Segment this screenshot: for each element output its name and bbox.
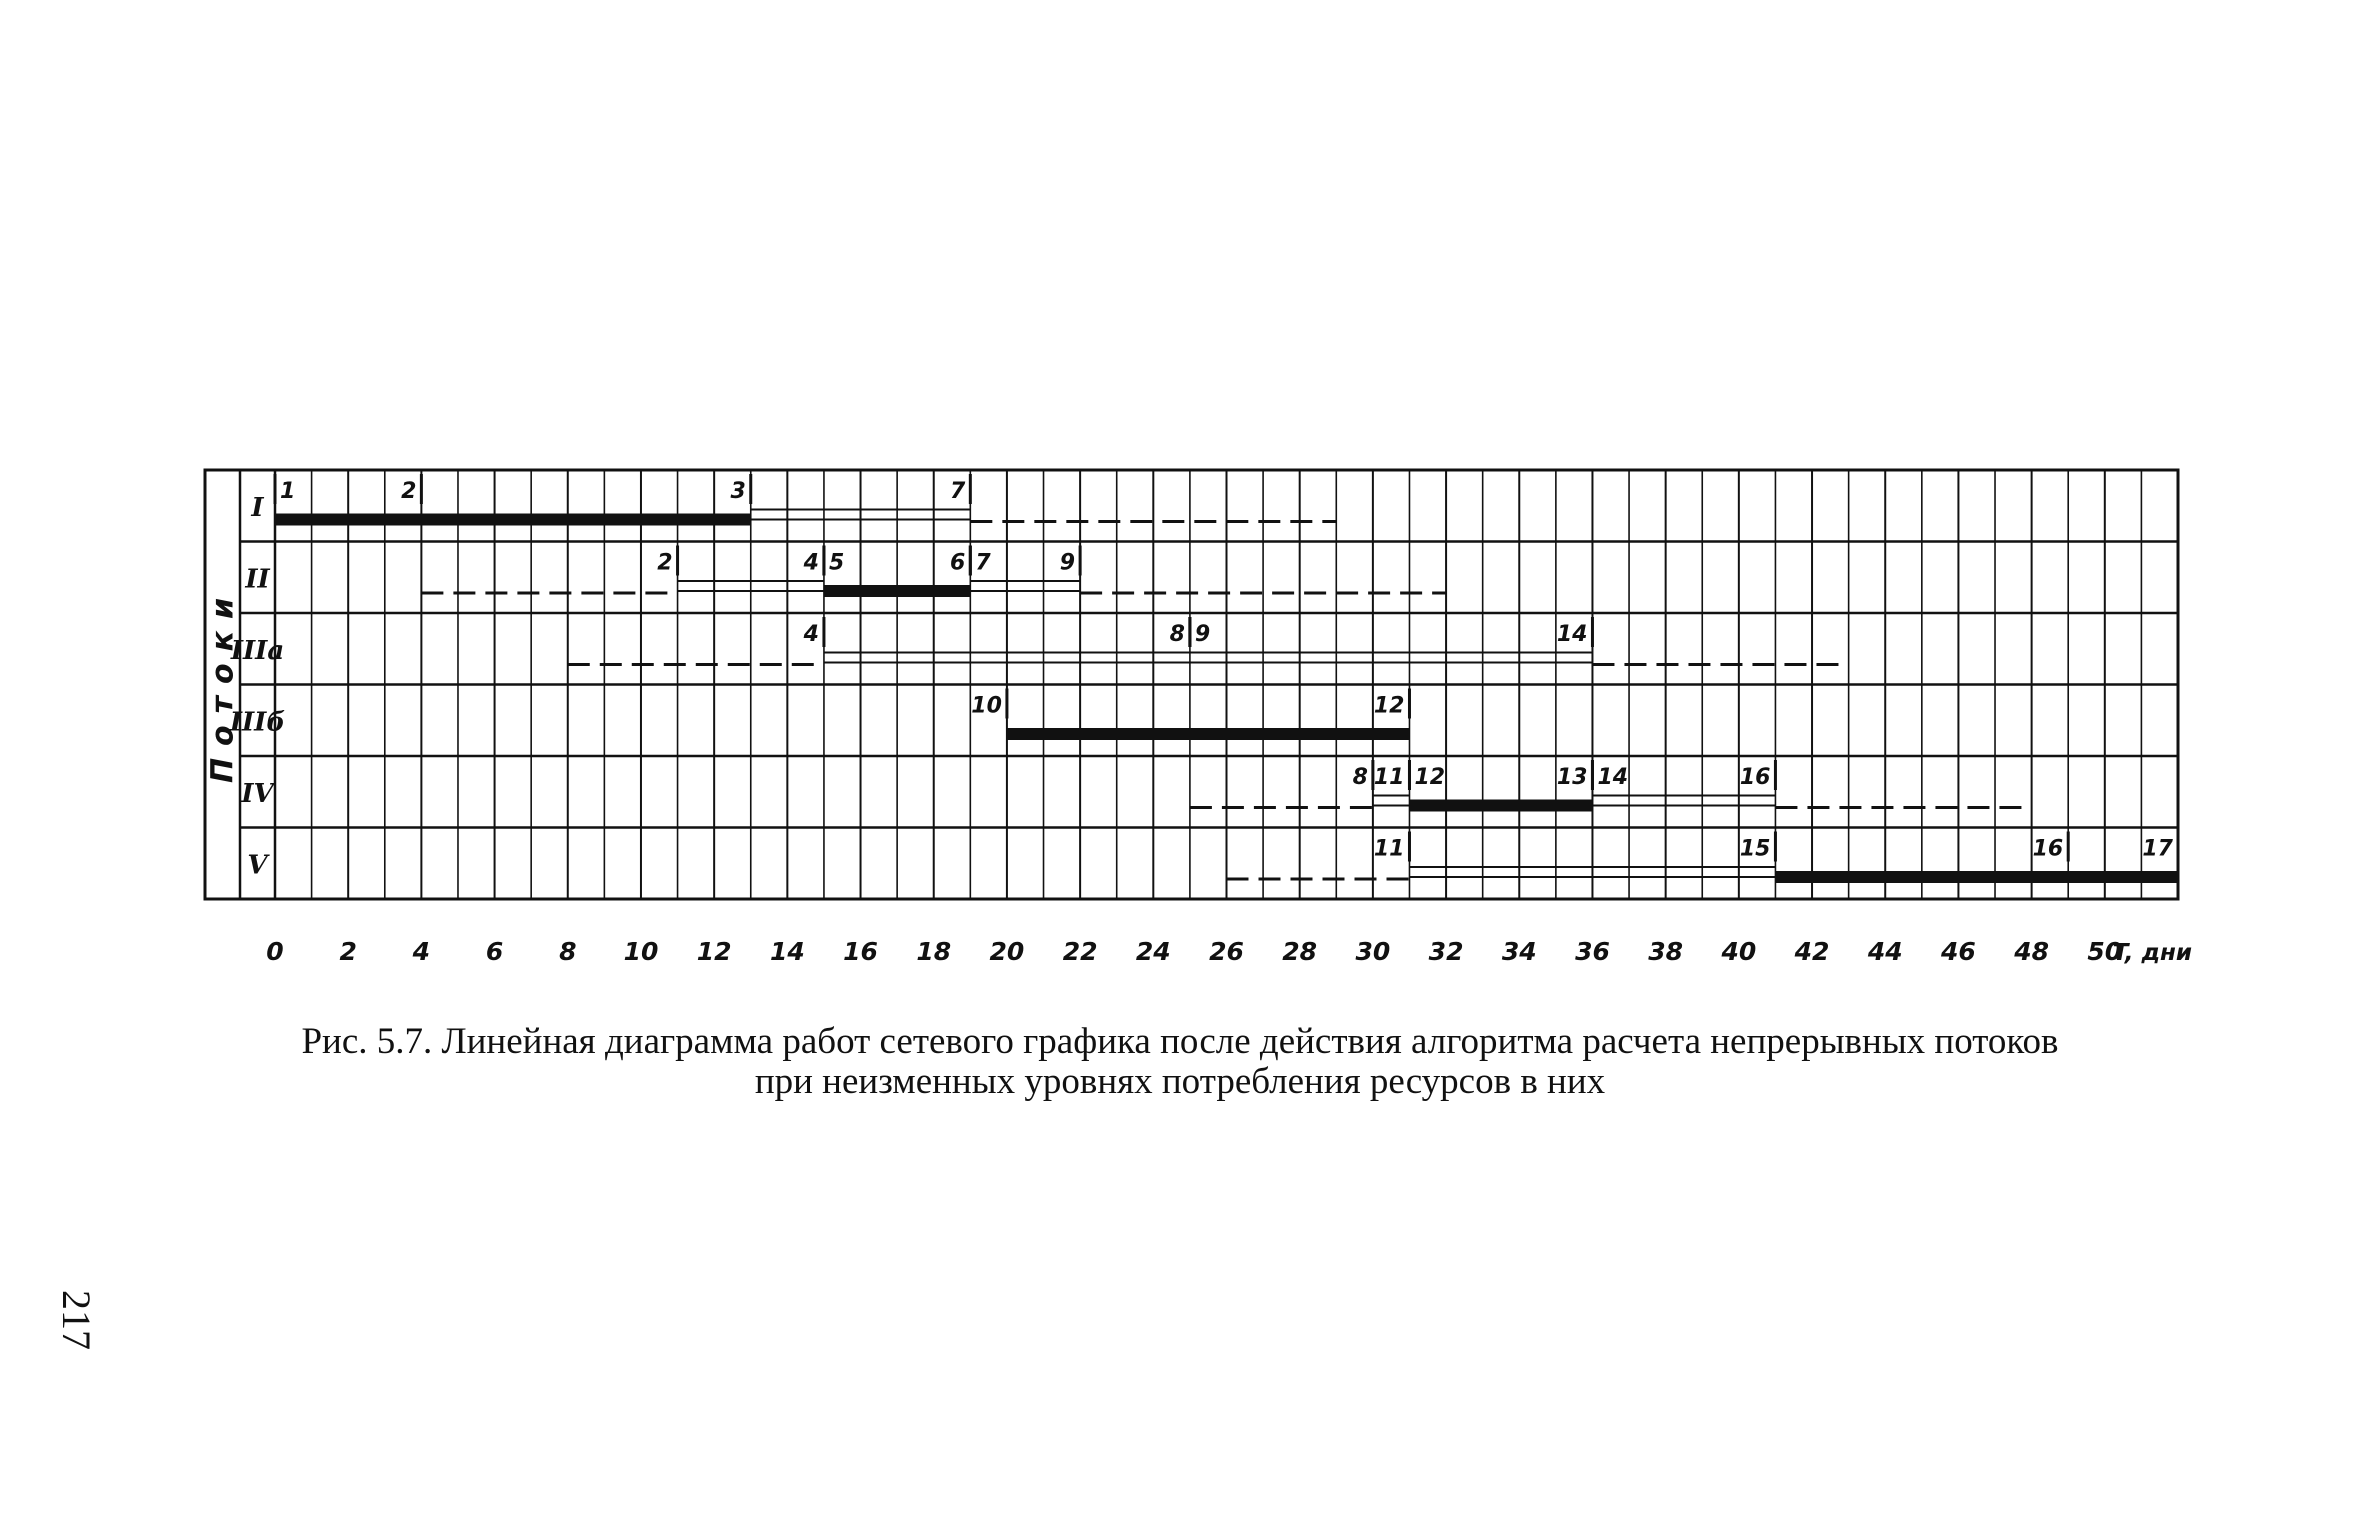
x-tick-label: 18 [916,937,952,966]
x-tick-label: 22 [1062,937,1098,966]
event-label: 10 [971,693,1002,719]
x-tick-label: 38 [1648,937,1684,966]
event-label: 17 [2142,836,2173,862]
event-label: 11 [1373,836,1405,862]
x-tick-label: 28 [1282,937,1318,966]
x-tick-label: 50 [2087,937,2123,966]
event-label: 16 [1739,765,1771,790]
x-tick-label: 10 [623,937,659,966]
x-tick-label: 20 [989,937,1025,966]
x-tick-label: 42 [1794,937,1830,966]
y-axis-label: Потоки [205,585,241,784]
x-tick-label: 44 [1867,937,1903,966]
event-label: 3 [730,479,746,504]
event-label: 1 [280,479,296,504]
x-tick-label: 40 [1721,937,1757,966]
x-tick-label: 46 [1941,937,1976,966]
event-label: 9 [1059,550,1076,576]
event-label: 8 [1352,765,1368,790]
x-tick-label: 30 [1355,937,1391,966]
event-label: 13 [1556,765,1588,790]
event-label: 4 [803,550,819,576]
event-label: 4 [803,622,819,647]
event-label: 7 [975,550,991,576]
row-label: IIIa [230,635,285,666]
x-tick-label: 26 [1209,937,1244,966]
event-label: 2 [401,479,417,504]
x-tick-label: 24 [1135,937,1171,966]
event-label: 5 [828,550,845,576]
page-number: 217 [54,1290,99,1350]
figure-caption [180,1022,2180,1102]
event-label: 7 [950,479,966,504]
event-label: 2 [657,550,673,576]
x-tick-label: 2 [339,937,357,966]
x-tick-label: 8 [559,937,577,966]
event-label: 9 [1194,622,1211,647]
x-axis-unit-label: T, дни [2112,940,2193,966]
event-label: 12 [1373,693,1405,719]
event-label: 14 [1556,622,1588,647]
event-label: 15 [1739,836,1771,862]
event-label: 11 [1373,765,1405,790]
event-label: 12 [1414,765,1446,790]
x-tick-label: 16 [843,937,878,966]
x-tick-label: 0 [266,937,284,966]
row-label: II [245,564,270,595]
caption-line-1: Рис. 5.7. Линейная диаграмма работ сетевого графика после действия алгоритма расчета непрерывных потоков [301,1021,2059,1062]
x-tick-label: 12 [696,937,732,966]
x-tick-label: 34 [1501,937,1537,966]
x-tick-label: 48 [2014,937,2050,966]
x-tick-label: 36 [1575,937,1610,966]
x-tick-label: 32 [1428,937,1464,966]
row-label: IIIб [229,707,286,738]
row-label: V [247,850,268,881]
event-label: 8 [1169,622,1185,647]
event-label: 6 [950,550,966,576]
caption-line-2: при неизменных уровнях потребления ресурсов в них [754,1061,1606,1102]
x-tick-label: 6 [485,937,504,966]
row-label: IV [241,778,274,809]
event-label: 14 [1597,765,1629,790]
x-tick-label: 4 [412,937,431,966]
event-label: 16 [2032,836,2064,862]
x-tick-label: 14 [769,937,805,966]
row-label: I [251,492,264,523]
